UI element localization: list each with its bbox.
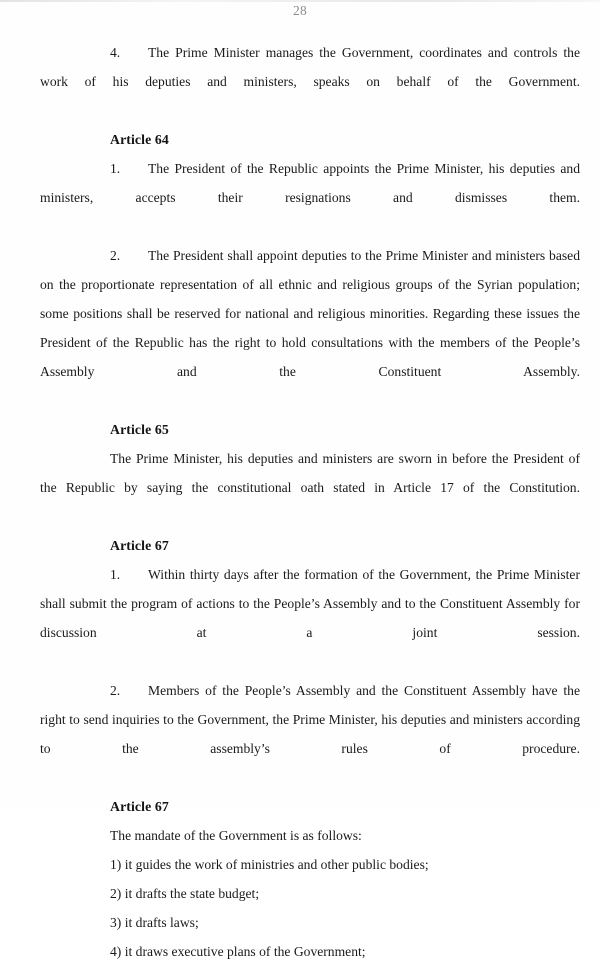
list-line: 4) it draws executive plans of the Government; <box>110 944 366 959</box>
page-number: 28 <box>292 3 308 18</box>
numbered-paragraph <box>40 241 580 415</box>
list-line: 2) it drafts the state budget; <box>110 886 260 901</box>
paragraph-number: 2. <box>110 683 121 698</box>
paragraph-number: 1. <box>110 161 121 176</box>
document-body <box>40 38 580 966</box>
paragraph-text: Members of the People’s Assembly and the Constituent Assembly have the right to send inquiries to the Government, the Prime Minister, his deputies and ministers according to the assembly’s rules of procedure. <box>40 683 580 756</box>
numbered-paragraph <box>40 676 580 792</box>
paragraph: The Prime Minister, his deputies and ministers are sworn in before the President of the Republic by saying the constitutional oath stated in Article 17 of the Constitution. <box>40 451 580 495</box>
article-heading: Article 64 <box>110 132 169 147</box>
article-heading: Article 67 <box>110 799 169 814</box>
paragraph-number: 1. <box>110 567 121 582</box>
list-line: The mandate of the Government is as follows: <box>110 828 362 843</box>
article-heading: Article 67 <box>110 538 169 553</box>
list-line: 1) it guides the work of ministries and other public bodies; <box>110 857 429 872</box>
paragraph-text: The Prime Minister manages the Government, coordinates and controls the work of his deputies and ministers, speaks on behalf of the Government. <box>40 45 580 89</box>
paragraph-text: The President of the Republic appoints the Prime Minister, his deputies and ministers, accepts their resignations and dismisses them. <box>40 161 580 205</box>
list-line: 3) it drafts laws; <box>110 915 199 930</box>
scan-edge-artifact <box>0 0 600 2</box>
numbered-paragraph <box>40 154 580 241</box>
paragraph-number: 4. <box>110 45 121 60</box>
numbered-paragraph <box>40 38 580 125</box>
paragraph-text: The President shall appoint deputies to the Prime Minister and ministers based on the proportionate representation of all ethnic and religious groups of the Syrian population; some positions shall be reserved for national and religious minorities. Regarding these issues the President of the Republic has the right to hold consultations with the members of the People’s Assembly and the Constituent Assembly. <box>40 248 580 379</box>
paragraph-text: Within thirty days after the formation of the Government, the Prime Minister shall submit the program of actions to the People’s Assembly and to the Constituent Assembly for discussion at a joint session. <box>40 567 580 640</box>
paragraph-number: 2. <box>110 248 121 263</box>
article-heading: Article 65 <box>110 422 169 437</box>
numbered-paragraph <box>40 560 580 676</box>
